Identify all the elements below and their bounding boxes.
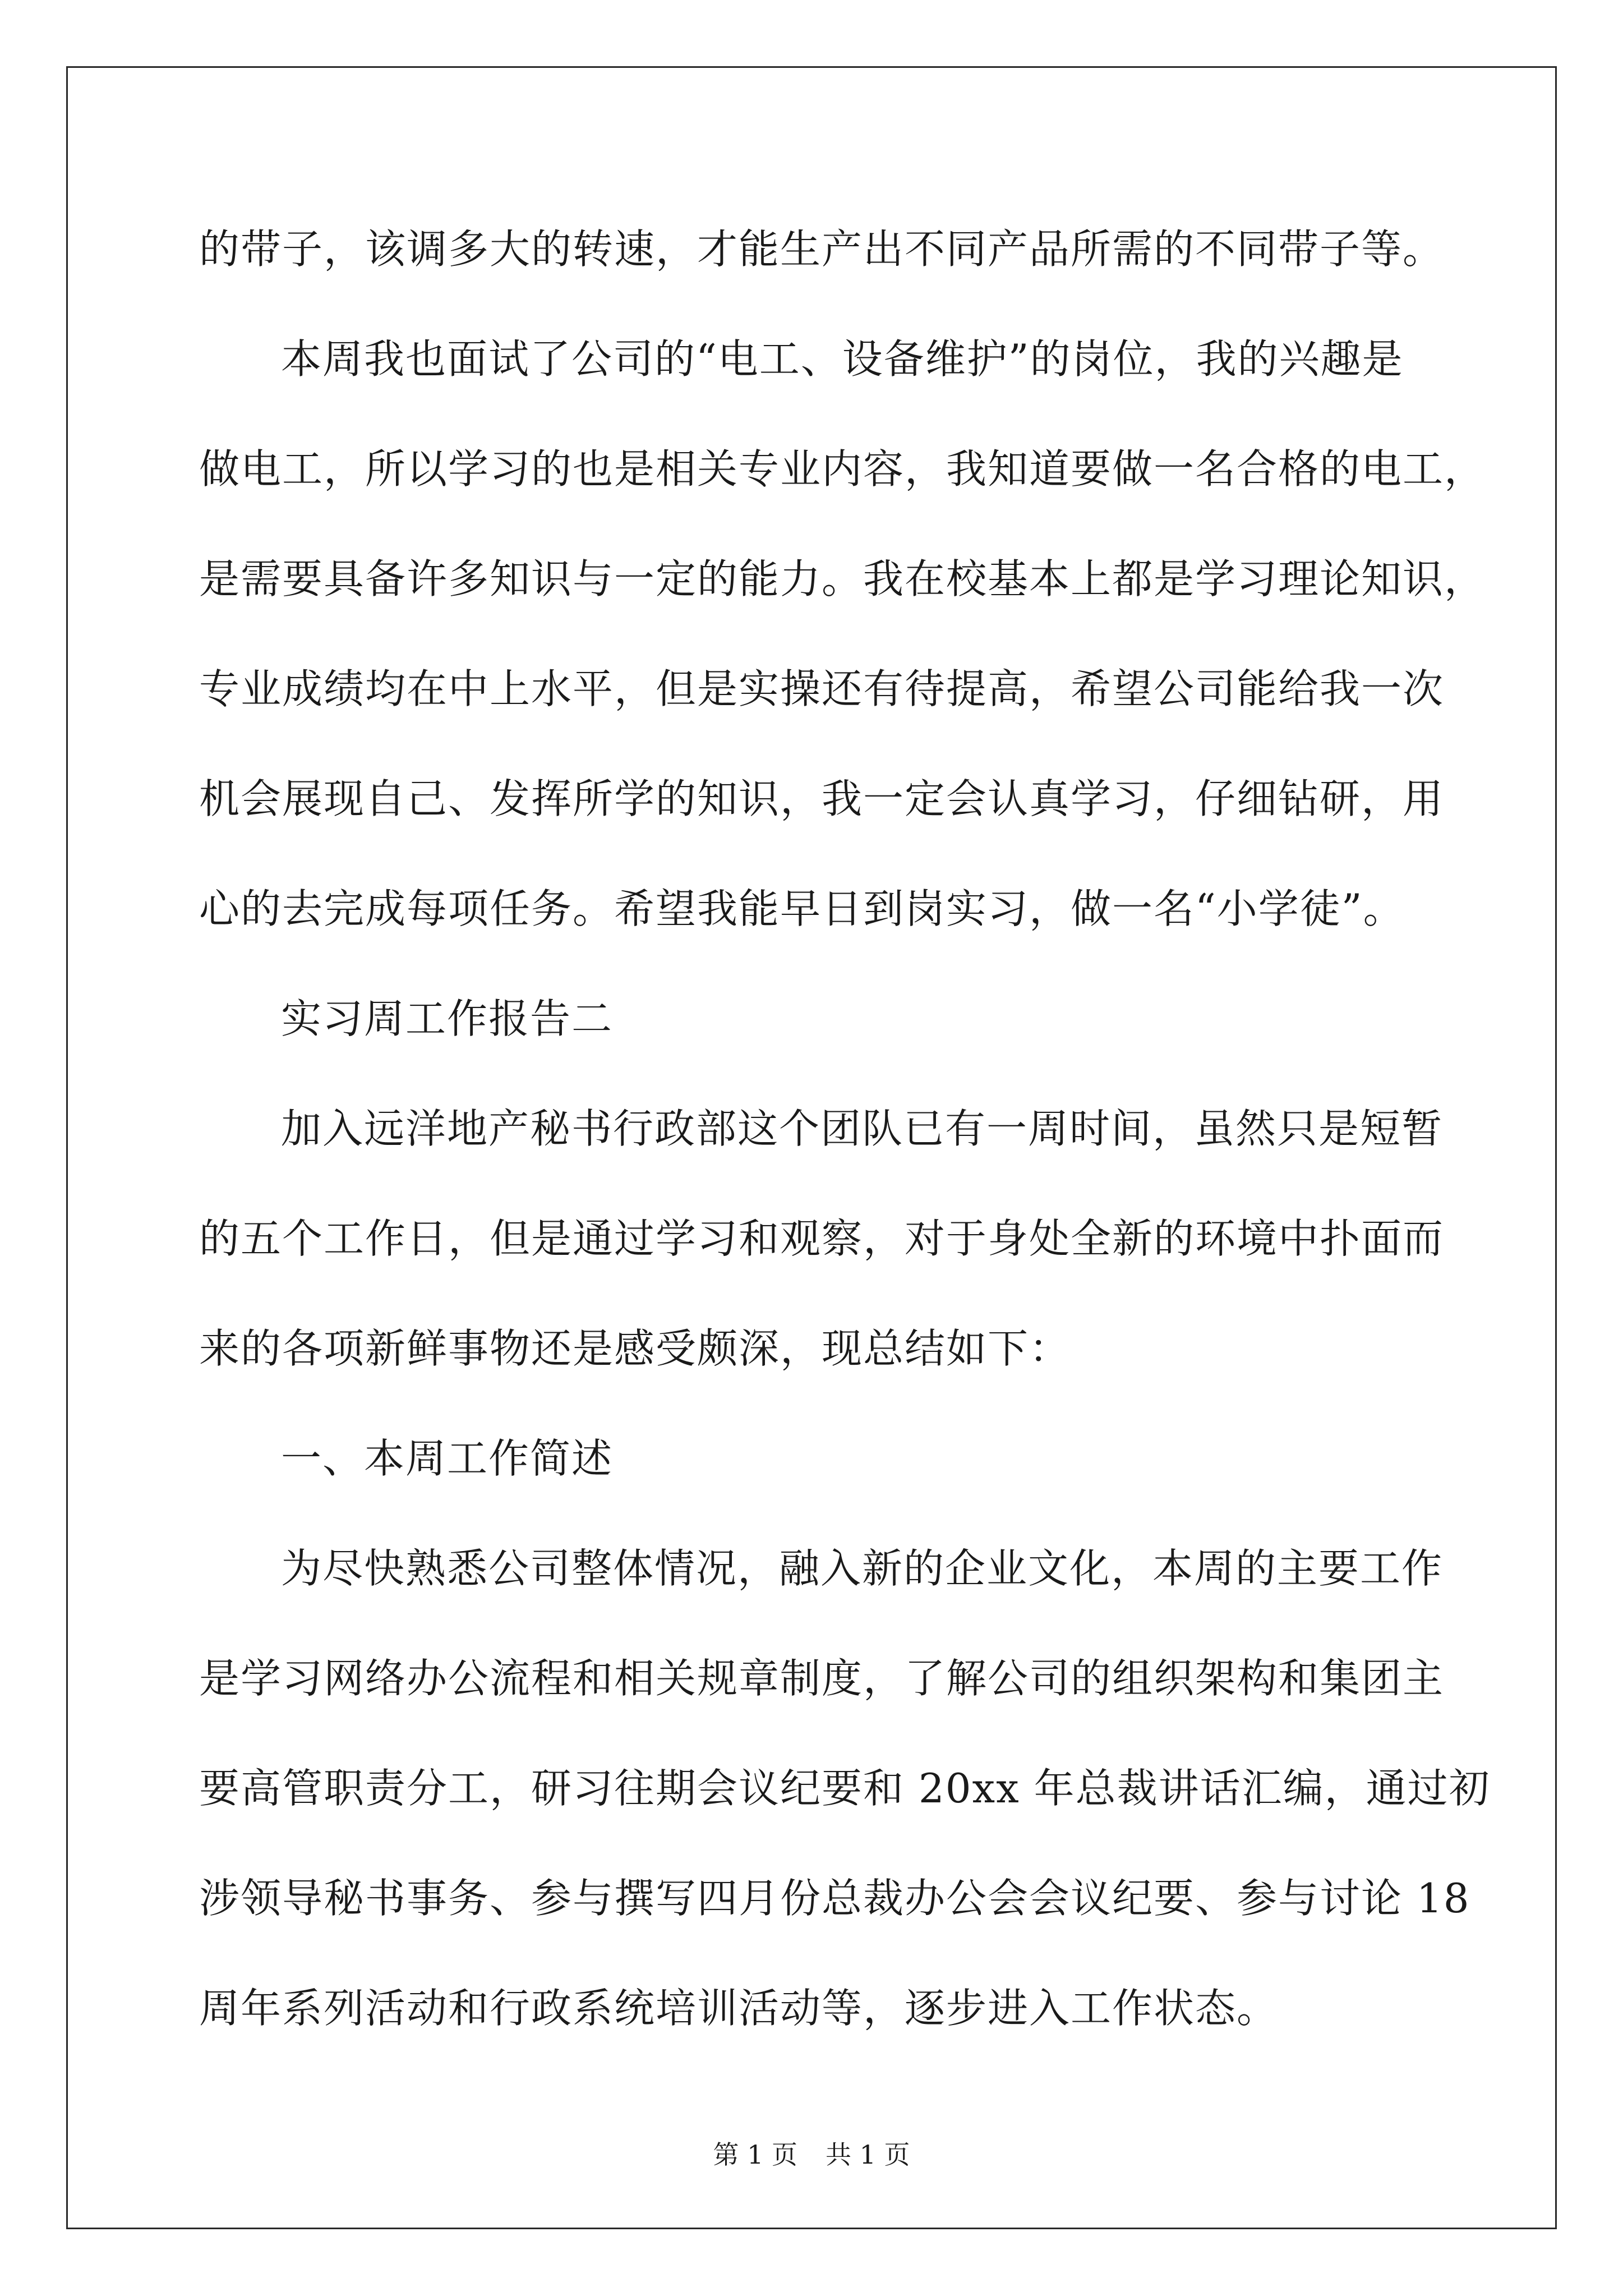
document-body	[199, 194, 1491, 2063]
body-line: 心的去完成每项任务。希望我能早日到岗实习，做一名“小学徒”。	[199, 885, 1405, 932]
paragraph-start-line: 本周我也面试了公司的“电工、设备维护”的岗位，我的兴趣是	[281, 335, 1404, 383]
page-total: 共 1 页	[826, 2139, 910, 2170]
body-line: 要高管职责分工，研习往期会议纪要和 20xx 年总裁讲话汇编，通过初	[199, 1765, 1491, 1812]
body-line: 做电工，所以学习的也是相关专业内容，我知道要做一名合格的电工，	[199, 445, 1486, 493]
body-line: 涉领导秘书事务、参与撰写四月份总裁办公会会议纪要、参与讨论 18	[199, 1875, 1470, 1922]
body-line: 来的各项新鲜事物还是感受颇深，现总结如下：	[199, 1325, 1071, 1372]
page-footer	[0, 2134, 1623, 2171]
section-heading: 实习周工作报告二	[281, 995, 614, 1042]
body-line: 的五个工作日，但是通过学习和观察，对于身处全新的环境中扑面而	[199, 1215, 1445, 1262]
body-line: 的带子，该调多大的转速，才能生产出不同产品所需的不同带子等。	[199, 226, 1445, 273]
paragraph-start-line: 为尽快熟悉公司整体情况，融入新的企业文化，本周的主要工作	[281, 1545, 1444, 1592]
body-line: 专业成绩均在中上水平，但是实操还有待提高，希望公司能给我一次	[199, 665, 1445, 712]
paragraph-start-line: 加入远洋地产秘书行政部这个团队已有一周时间，虽然只是短暂	[281, 1105, 1444, 1152]
body-line: 是学习网络办公流程和相关规章制度，了解公司的组织架构和集团主	[199, 1655, 1445, 1702]
body-line: 是需要具备许多知识与一定的能力。我在校基本上都是学习理论知识，	[199, 555, 1486, 602]
body-line: 周年系列活动和行政系统培训活动等，逐步进入工作状态。	[199, 1985, 1279, 2032]
body-line: 机会展现自己、发挥所学的知识，我一定会认真学习，仔细钻研，用	[199, 775, 1445, 822]
subsection-heading: 一、本周工作简述	[281, 1435, 614, 1482]
page-number: 第 1 页	[713, 2139, 797, 2170]
